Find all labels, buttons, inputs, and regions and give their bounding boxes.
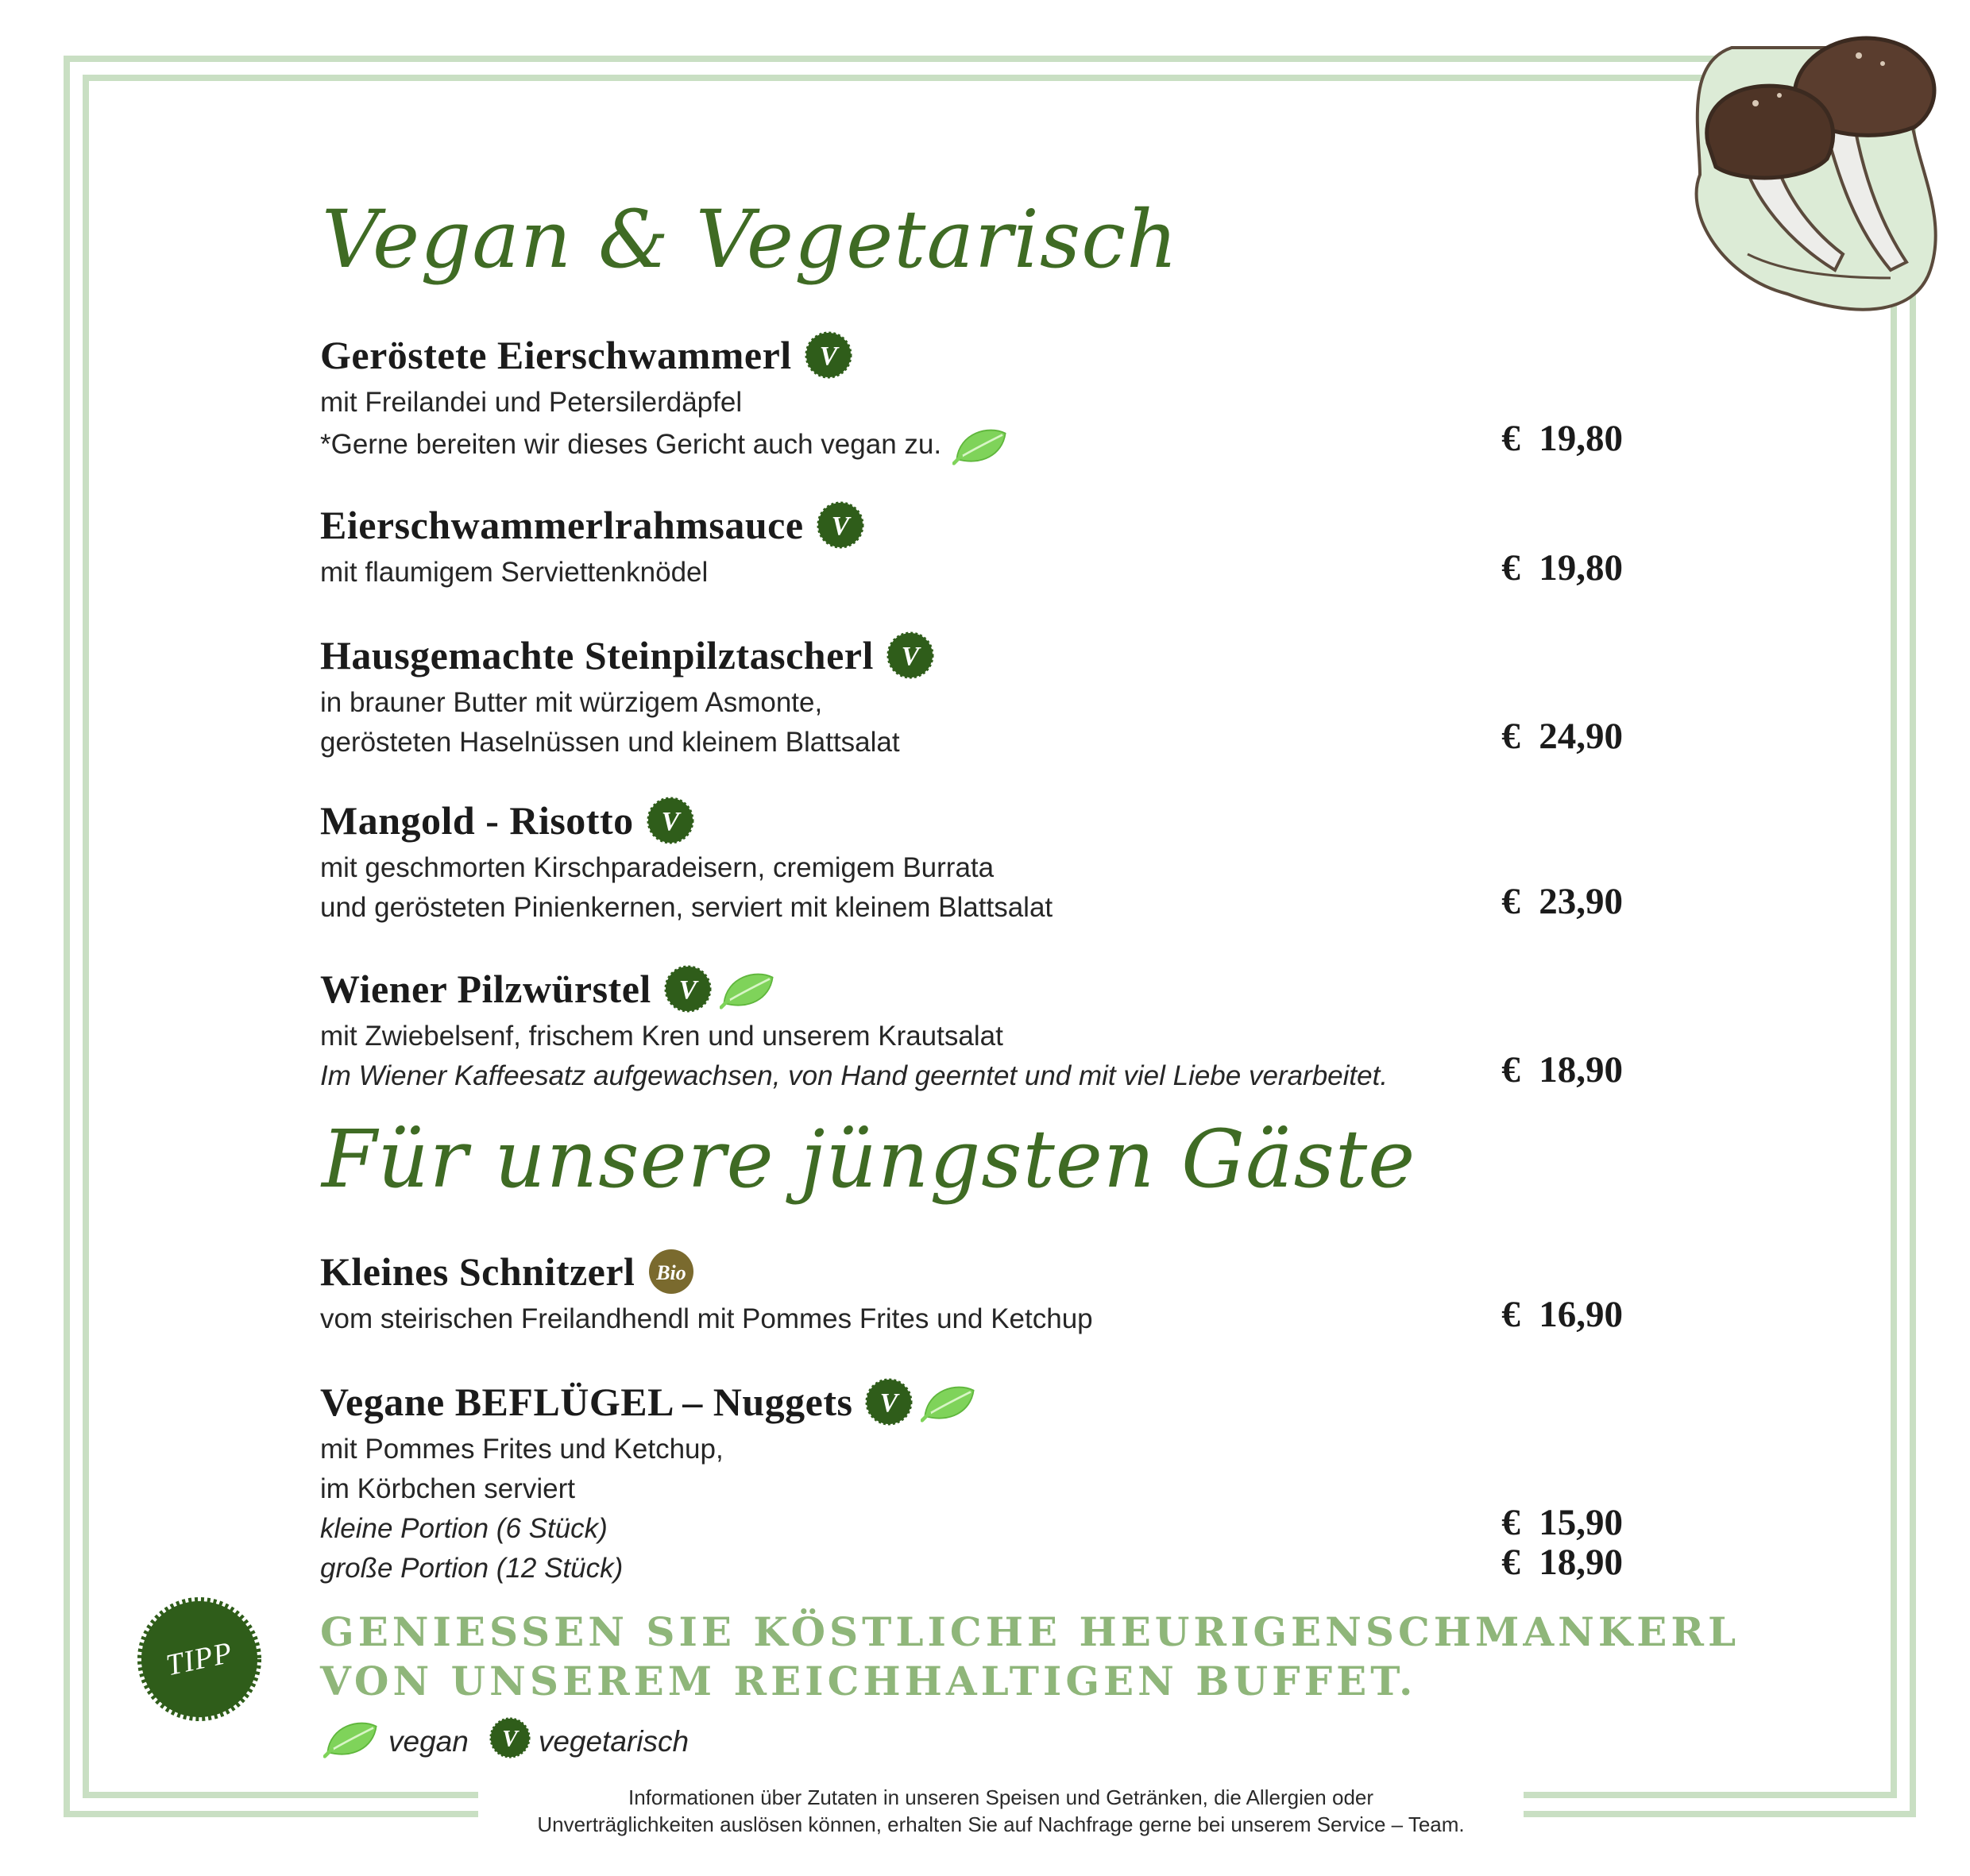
menu-item	[320, 1244, 1623, 1339]
item-name: Kleines Schnitzerl	[320, 1249, 635, 1294]
menu-item	[320, 793, 1623, 928]
leaf-icon	[921, 1380, 978, 1424]
item-name: Hausgemachte Steinpilztascherl	[320, 633, 874, 677]
item-name: Vegane BEFLÜGEL – Nuggets	[320, 1380, 853, 1424]
item-description: mit Pommes Frites und Ketchup,	[320, 1434, 724, 1465]
footer-line-2: Unverträglichkeiten auslösen können, erhalten Sie auf Nachfrage gerne bei unserem Service – Team.	[537, 1812, 1465, 1836]
menu-item	[320, 961, 1623, 1096]
legend	[323, 1716, 709, 1767]
menu-item	[320, 497, 1623, 593]
v-badge-icon	[886, 631, 934, 679]
tipp-line-1: GENIESSEN SIE KÖSTLICHE HEURIGENSCHMANKERL	[320, 1608, 1740, 1655]
item-note: *Gerne bereiten wir dieses Gericht auch vegan zu.	[320, 429, 942, 460]
v-badge-icon	[647, 797, 694, 844]
item-description: mit Zwiebelsenf, frischem Kren und unserem Krautsalat	[320, 1021, 1003, 1052]
legend-vegetarian: vegetarisch	[538, 1724, 690, 1758]
item-description: mit flaumigem Serviettenknödel	[320, 557, 709, 588]
price-small: € 15,90	[1501, 1502, 1623, 1543]
leaf-icon	[720, 967, 777, 1011]
portion-small: kleine Portion (6 Stück)	[320, 1513, 608, 1544]
portion-large: große Portion (12 Stück)	[320, 1553, 624, 1584]
leaf-icon	[952, 423, 1010, 467]
item-price: € 19,80	[1501, 547, 1623, 589]
tipp-label: TIPP	[163, 1635, 236, 1683]
item-price: € 18,90	[1501, 1049, 1623, 1090]
footer-line-1: Informationen über Zutaten in unseren Speisen und Getränken, die Allergien oder	[628, 1785, 1374, 1809]
item-name: Geröstete Eierschwammerl	[320, 333, 792, 377]
bio-badge-icon	[647, 1248, 695, 1295]
legend-vegan: vegan	[388, 1724, 469, 1758]
v-badge-icon	[805, 331, 852, 379]
v-badge-icon	[664, 965, 712, 1013]
item-name: Mangold - Risotto	[320, 798, 634, 843]
section-title-vegan-vegetarian: Vegan & Vegetarisch	[322, 193, 1179, 286]
section-title-kids: Für unsere jüngsten Gäste	[322, 1113, 1416, 1206]
item-price: € 19,80	[1501, 418, 1623, 459]
tipp-line-2: VON UNSEREM REICHHALTIGEN BUFFET.	[320, 1658, 1417, 1704]
leaf-icon	[323, 1716, 380, 1767]
mushroom-illustration	[1652, 16, 1954, 342]
item-note: Im Wiener Kaffeesatz aufgewachsen, von Hand geerntet und mit viel Liebe verarbeitet.	[320, 1060, 1389, 1091]
v-badge-icon	[489, 1717, 531, 1766]
price-large: € 18,90	[1501, 1542, 1623, 1583]
item-description: mit geschmorten Kirschparadeisern, cremigem Burrata	[320, 852, 995, 883]
item-price: € 24,90	[1501, 716, 1623, 757]
item-name: Wiener Pilzwürstel	[320, 967, 651, 1011]
v-badge-icon	[865, 1378, 913, 1426]
menu-item	[320, 327, 1623, 467]
item-description: im Körbchen serviert	[320, 1473, 575, 1504]
item-price: € 16,90	[1501, 1294, 1623, 1335]
v-badge-icon	[817, 501, 864, 549]
item-description: und gerösteten Pinienkernen, serviert mit kleinem Blattsalat	[320, 892, 1053, 923]
item-price: € 23,90	[1501, 881, 1623, 922]
item-description: vom steirischen Freilandhendl mit Pommes Frites und Ketchup	[320, 1303, 1093, 1334]
item-description: in brauner Butter mit würzigem Asmonte,	[320, 687, 823, 718]
allergen-footer	[478, 1784, 1524, 1838]
item-description: mit Freilandei und Petersilerdäpfel	[320, 387, 743, 418]
item-description: gerösteten Haselnüssen und kleinem Blattsalat	[320, 727, 900, 758]
menu-item	[320, 627, 1623, 762]
menu-item	[320, 1374, 1623, 1588]
item-name: Eierschwammerlrahmsauce	[320, 503, 804, 547]
